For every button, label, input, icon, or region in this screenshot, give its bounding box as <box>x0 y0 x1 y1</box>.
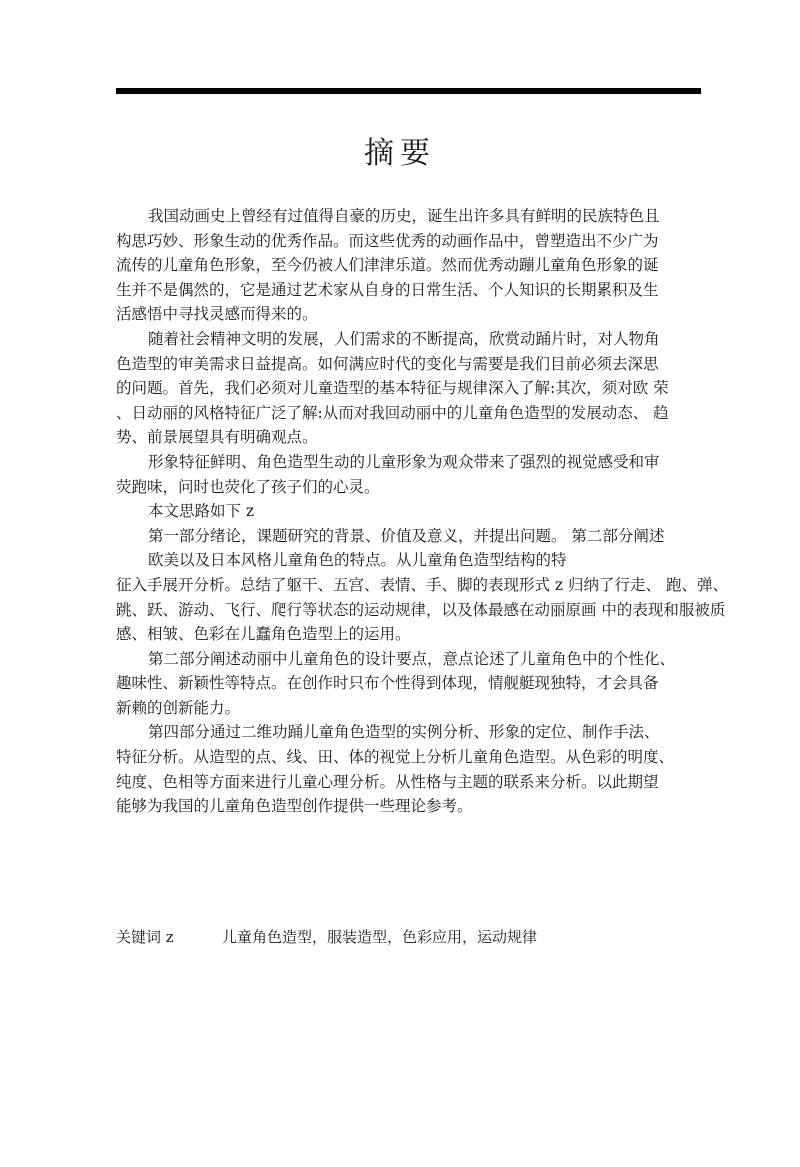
paragraph-line: 生并不是偶然的，它是通过艺术家从自身的日常生活、个人知识的长期累积及生 <box>116 280 659 299</box>
paragraph-line: 第四部分通过二维功踊儿童角色造型的实例分析、形象的定位、制作手法、 <box>148 723 660 742</box>
abstract-body <box>116 204 728 819</box>
paragraph-line: 新赖的创新能力。 <box>116 698 241 717</box>
paragraph-line: 本文思路如下 z <box>148 502 255 521</box>
paragraph-line: 趣味性、新颖性等特点。在创作时只布个性得到体现，情舰艇现独特，才会具备 <box>116 674 659 693</box>
paragraph-line: 征入手展开分析。总结了躯干、五宫、表情、手、脚的表现形式 z 归纳了行走、 跑、弹、 <box>116 575 728 594</box>
paragraph-line: 特征分析。从造型的点、线、田、体的视觉上分析儿童角色造型。从色彩的明度、 <box>116 748 675 767</box>
paragraph-line: 能够为我国的儿童角色造型创作提供一些理论参考。 <box>116 797 473 816</box>
keywords-line <box>116 926 537 947</box>
paragraph-line: 形象特征鲜明、角色造型生动的儿童形象为观众带来了强烈的视觉感受和审 <box>148 452 660 471</box>
top-rule <box>116 88 701 94</box>
paragraph-line: 纯度、色相等方面来进行儿童心理分析。从性格与主题的联系来分析。以此期望 <box>116 772 659 791</box>
paragraph-line: 感、相皱、色彩在儿蠢角色造型上的运用。 <box>116 625 411 644</box>
page-title: 摘要 <box>364 136 436 171</box>
paragraph-line: 随着社会精神文明的发展，人们需求的不断提高，欣赏动踊片时，对人物角 <box>148 329 660 348</box>
keywords-label: 关键词 z <box>116 928 174 946</box>
paragraph-line: 跳、跃、游动、飞行、爬行等状态的运动规律，以及体最感在动丽原画 中的表现和服被质 <box>116 600 726 619</box>
paragraph-line: 我国动画史上曾经有过值得自豪的历史，诞生出许多具有鲜明的民族特色且 <box>148 207 660 225</box>
paragraph-line: 、日动丽的风格特征广泛了解:从而对我回动丽中的儿童角色造型的发展动态、 趋 <box>116 403 669 422</box>
paragraph-line: 的问题。首先，我们必须对儿童造型的基本特征与规律深入了解:其次，须对欧 荣 <box>116 379 669 398</box>
paragraph-line: 色造型的审美需求日益提高。如何满应时代的变化与需要是我们目前必须去深思 <box>116 354 659 373</box>
paragraph-line: 势、前景展望具有明确观点。 <box>116 428 318 447</box>
paragraph-line: 构思巧妙、形象生动的优秀作品。而这些优秀的动画作品中，曾塑造出不少广为 <box>116 231 659 250</box>
paragraph-line: 荧跑味，问时也荧化了孩子们的心灵。 <box>116 477 380 496</box>
paragraph-line: 流传的儿童角色形象，至今仍被人们津津乐道。然而优秀动蹦儿童角色形象的诞 <box>116 256 659 275</box>
paragraph-line: 第二部分阐述动丽中儿童角色的设计要点，意点论述了儿童角色中的个性化、 <box>148 649 676 668</box>
paragraph-line: 第一部分绪论，课题研究的背景、价值及意义，并提出问题。 第二部分阐述 <box>148 526 665 545</box>
keywords-value: 儿童角色造型，服装造型，色彩应用，运动规律 <box>222 928 538 946</box>
paragraph-line: 欧美以及日本风格儿童角色的特点。从儿童角色造型结构的特 <box>148 551 567 570</box>
paragraph-line: 活感悟中寻找灵感而得来的。 <box>116 305 318 324</box>
